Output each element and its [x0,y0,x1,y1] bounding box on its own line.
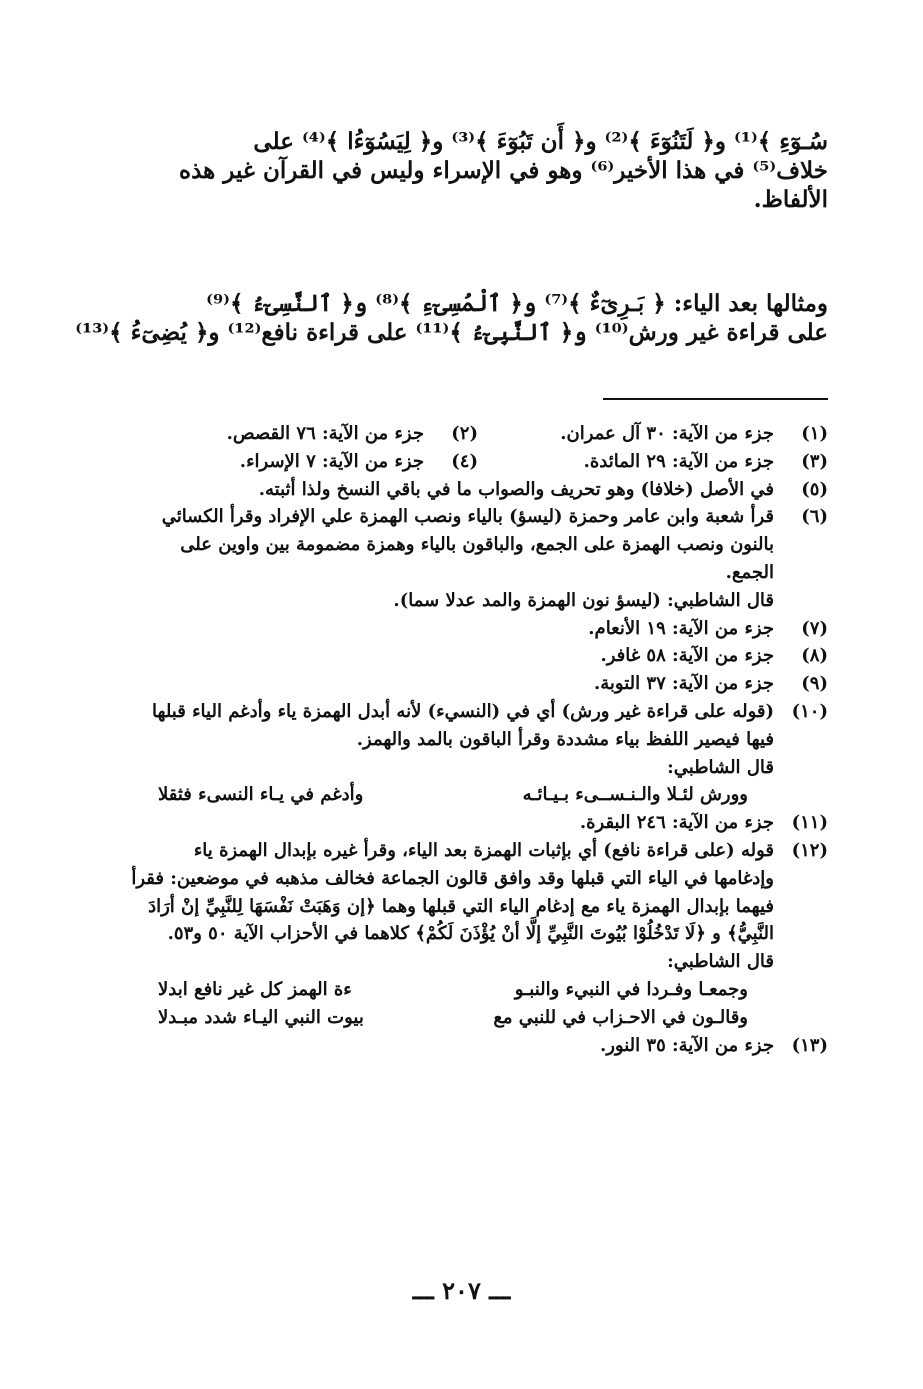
verse-hemistich: وجمعـا وفـردا في النبيء والنبـو [514,978,748,1000]
footnote-number: (٥) [801,478,828,500]
footnote-pair [128,420,828,448]
footnote-text: قوله (على قراءة نافع) أي بإثبات الهمزة بعد الياء، وقرأ غيره بإبدال الهمزة ياء وإدغامها في الياء التي قبلها وقد وافق قالون الجماعة فخالف مذهبه في موضعين: فقرأ فيهما بإبدال الهمزة ياء مع إدغام الياء التي قبلها وهما ﴿إن وَهَبَتْ نَفْسَهَا لِلنَّبِيِّ إنْ أرَادَ النَّبِيُّ﴾ و ﴿لَا تَدْخُلُوْا بُيُوتَ النَّبِيِّ إلَّا أنْ يُؤْذَنَ لَكُمْ﴾ كلاهما في الأحزاب الآية ٥٠ و٥٣. [131,839,774,945]
footnote-number: (٣) [801,450,828,472]
footnote-text: جزء من الآية: ٣٧ التوبة. [593,673,774,695]
footnote-8 [128,642,828,670]
footnote-13 [128,1032,828,1060]
main-line: الألفاظ. [753,185,828,213]
footnote-quote: قال الشاطبي: [667,951,774,973]
footnote-12 [128,837,828,948]
footnote-number: (٤) [451,450,478,472]
verse-hemistich: وورش لئـلا والـنـســىء بـيـائـه [522,784,748,806]
footnote-pair [128,448,828,476]
footnote-number: (٦) [801,506,828,528]
footnote-5 [128,476,828,504]
main-line: خلاف⁽⁵⁾ في هذا الأخير⁽⁶⁾ وهو في الإسراء وليس في القرآن غير هذه [179,156,828,184]
footnote-text: قرأ شعبة وابن عامر وحمزة (ليسؤ) بالياء ونصب الهمزة علي الإفراد وقرأ الكسائي بالنون ونصب الهمزة على الجمع، والباقون بالياء وهمزة مضمومة بين واوين على الجمع. [161,506,774,583]
footnotes [128,420,828,1059]
footnote-number: (١١) [791,812,828,834]
footnote-text: جزء من الآية: ٧ الإسراء. [239,450,424,472]
footnote-text: (قوله على قراءة غير ورش) أي في (النسيء) لأنه أبدل الهمزة ياء وأدغم الياء قبلها فيها فيصير اللفظ بياء مشددة وقرأ الباقون بالمد والهمز. [152,700,774,750]
footnote-number: (١) [801,423,828,444]
footnote-7 [128,615,828,643]
footnote-number: (٩) [801,673,828,695]
footnote-number: (٨) [801,645,828,667]
footnote-text: جزء من الآية: ٥٨ غافر. [600,645,774,667]
verse-hemistich: وأدغم في يـاء النسىء فثقلا [158,784,364,806]
footnote-text: في الأصل (خلافا) وهو تحريف والصواب ما في باقي النسخ ولذا أثبته. [258,478,774,500]
poem-verse [128,1004,828,1032]
verse-hemistich: ءة الهمز كل غير نافع ابدلا [158,978,352,1000]
footnote-separator [603,398,828,400]
footnote-number: (١٢) [791,839,828,861]
main-paragraph-2 [75,290,828,348]
main-line: سُـوٓءِ ﴾⁽¹⁾ و﴿ لَتَنُوٓءَ ﴾⁽²⁾ و﴿ أَن تَبُوٓءَ ﴾⁽³⁾ و﴿ لِيَسُوٓءُا ﴾⁽⁴⁾ على [253,128,828,155]
main-paragraph-1 [108,128,828,214]
verse-hemistich: بيوت النبي اليـاء شدد مبـدلا [158,1006,364,1028]
footnote-number: (٧) [801,617,828,639]
poem-verse [128,976,828,1004]
footnote-text: جزء من الآية: ١٩ الأنعام. [588,617,774,639]
footnote-quote: قال الشاطبي: [667,756,774,778]
footnote-text: جزء من الآية: ٣٥ النور. [599,1034,774,1056]
poem-verse [128,781,828,809]
footnote-10 [128,698,828,754]
main-line: على قراءة غير ورش⁽¹⁰⁾ و﴿ ٱلنَّبِىٓءُ ﴾⁽¹¹⁾ على قراءة نافع⁽¹²⁾ و﴿ يُضِىٓءُ ﴾⁽¹³⁾ [75,318,828,346]
main-line: ومثالها بعد الياء: ﴿ بَـرِىٓءٌ ﴾⁽⁷⁾ و﴿ ٱلْمُسِىٓءِ ﴾⁽⁸⁾ و﴿ ٱلنَّسِىٓءُ ﴾⁽⁹⁾ [206,290,828,317]
footnote-number: (١٣) [791,1034,828,1056]
footnote-text: جزء من الآية: ٣٠ آل عمران. [560,423,774,444]
verse-hemistich: وقالـون في الاحـزاب في للنبي مع [493,1006,748,1028]
footnote-quote: قال الشاطبي: (ليسؤ نون الهمزة والمد عدلا سما). [393,589,774,611]
footnote-number: (٢) [451,423,478,444]
footnote-11 [128,809,828,837]
footnote-text: جزء من الآية: ٧٦ القصص. [226,423,424,444]
footnote-6 [128,503,828,586]
footnote-text: جزء من الآية: ٢٤٦ البقرة. [579,812,774,834]
footnote-number: (١٠) [791,700,828,722]
footnote-text: جزء من الآية: ٢٩ المائدة. [583,450,774,472]
page-number: ـــ ٢٠٧ ـــ [412,1276,511,1305]
footnote-9 [128,670,828,698]
